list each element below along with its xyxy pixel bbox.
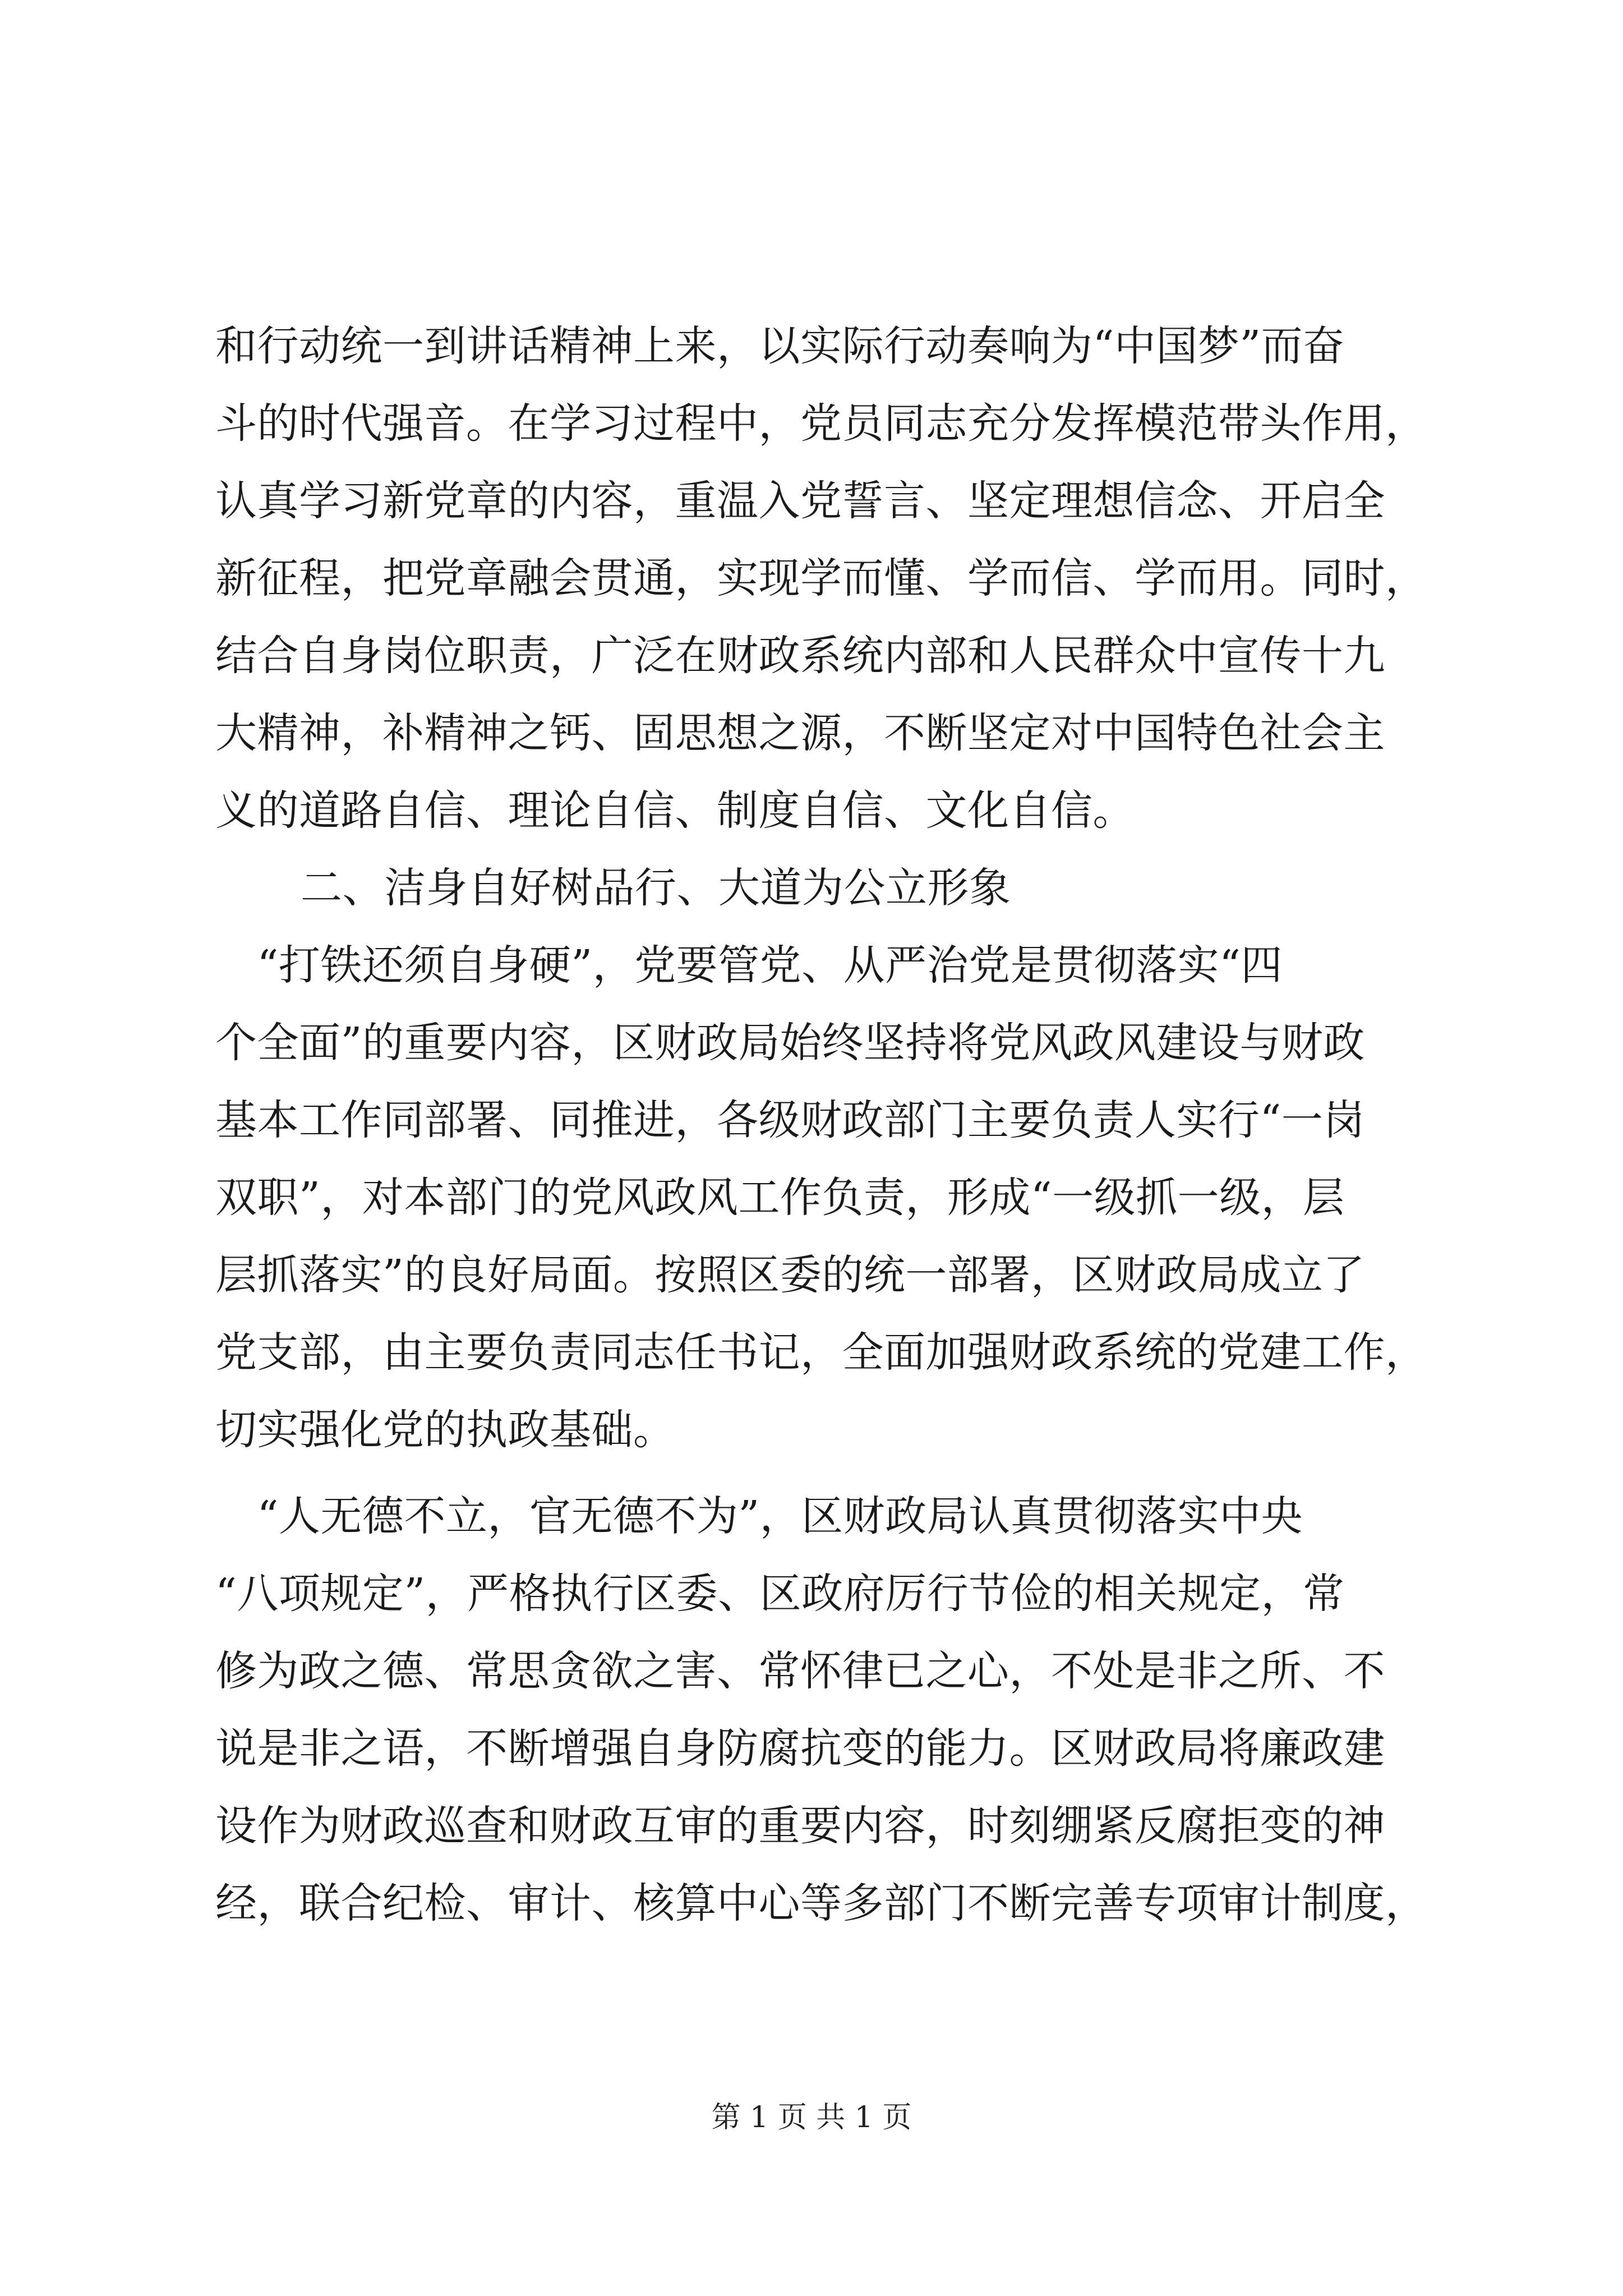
paragraph-line: “八项规定”，严格执行区委、区政府厉行节俭的相关规定，常 [215, 1570, 1345, 1618]
paragraph-line: 修为政之德、常思贪欲之害、常怀律已之心，不处是非之所、不 [215, 1647, 1385, 1695]
paragraph-line: 说是非之语，不断增强自身防腐抗变的能力。区财政局将廉政建 [215, 1724, 1385, 1773]
section-heading: 二、洁身自好树品行、大道为公立形象 [301, 864, 1011, 912]
paragraph-line: 设作为财政巡查和财政互审的重要内容，时刻绷紧反腐拒变的神 [215, 1802, 1385, 1850]
paragraph-line: “打铁还须自身硬”，党要管党、从严治党是贯彻落实“四 [215, 941, 1283, 990]
paragraph-line: 经，联合纪检、审计、核算中心等多部门不断完善专项审计制度， [215, 1879, 1427, 1927]
paragraph-line: 义的道路自信、理论自信、制度自信、文化自信。 [215, 786, 1135, 835]
paragraph-line: 新征程，把党章融会贯通，实现学而懂、学而信、学而用。同时， [215, 554, 1427, 602]
paragraph-gap [215, 1469, 1427, 1478]
paragraph-line: 双职”，对本部门的党风政风工作负责，形成“一级抓一级，层 [215, 1174, 1345, 1222]
paragraph-line: 认真学习新党章的内容，重温入党誓言、坚定理想信念、开启全 [215, 477, 1385, 525]
paragraph-line: 党支部，由主要负责同志任书记，全面加强财政系统的党建工作， [215, 1328, 1427, 1377]
paragraph-line: “人无德不立，官无德不为”，区财政局认真贯彻落实中央 [215, 1492, 1303, 1540]
paragraph-line: 斗的时代强音。在学习过程中，党员同志充分发挥模范带头作用， [215, 399, 1427, 448]
paragraph-line: 大精神，补精神之钙、固思想之源，不断坚定对中国特色社会主 [215, 709, 1385, 757]
document-body [215, 307, 1427, 1942]
paragraph-line: 切实强化党的执政基础。 [215, 1406, 675, 1454]
page-footer: 第 1 页 共 1 页 [711, 2101, 912, 2134]
paragraph-line: 基本工作同部署、同推进，各级财政部门主要负责人实行“一岗 [215, 1096, 1365, 1144]
paragraph-line: 结合自身岗位职责，广泛在财政系统内部和人民群众中宣传十九 [215, 632, 1385, 680]
paragraph-line: 和行动统一到讲话精神上来，以实际行动奏响为“中国梦”而奋 [215, 322, 1345, 370]
paragraph-line: 个全面”的重要内容，区财政局始终坚持将党风政风建设与财政 [215, 1019, 1365, 1067]
paragraph-line: 层抓落实”的良好局面。按照区委的统一部署，区财政局成立了 [215, 1251, 1365, 1299]
